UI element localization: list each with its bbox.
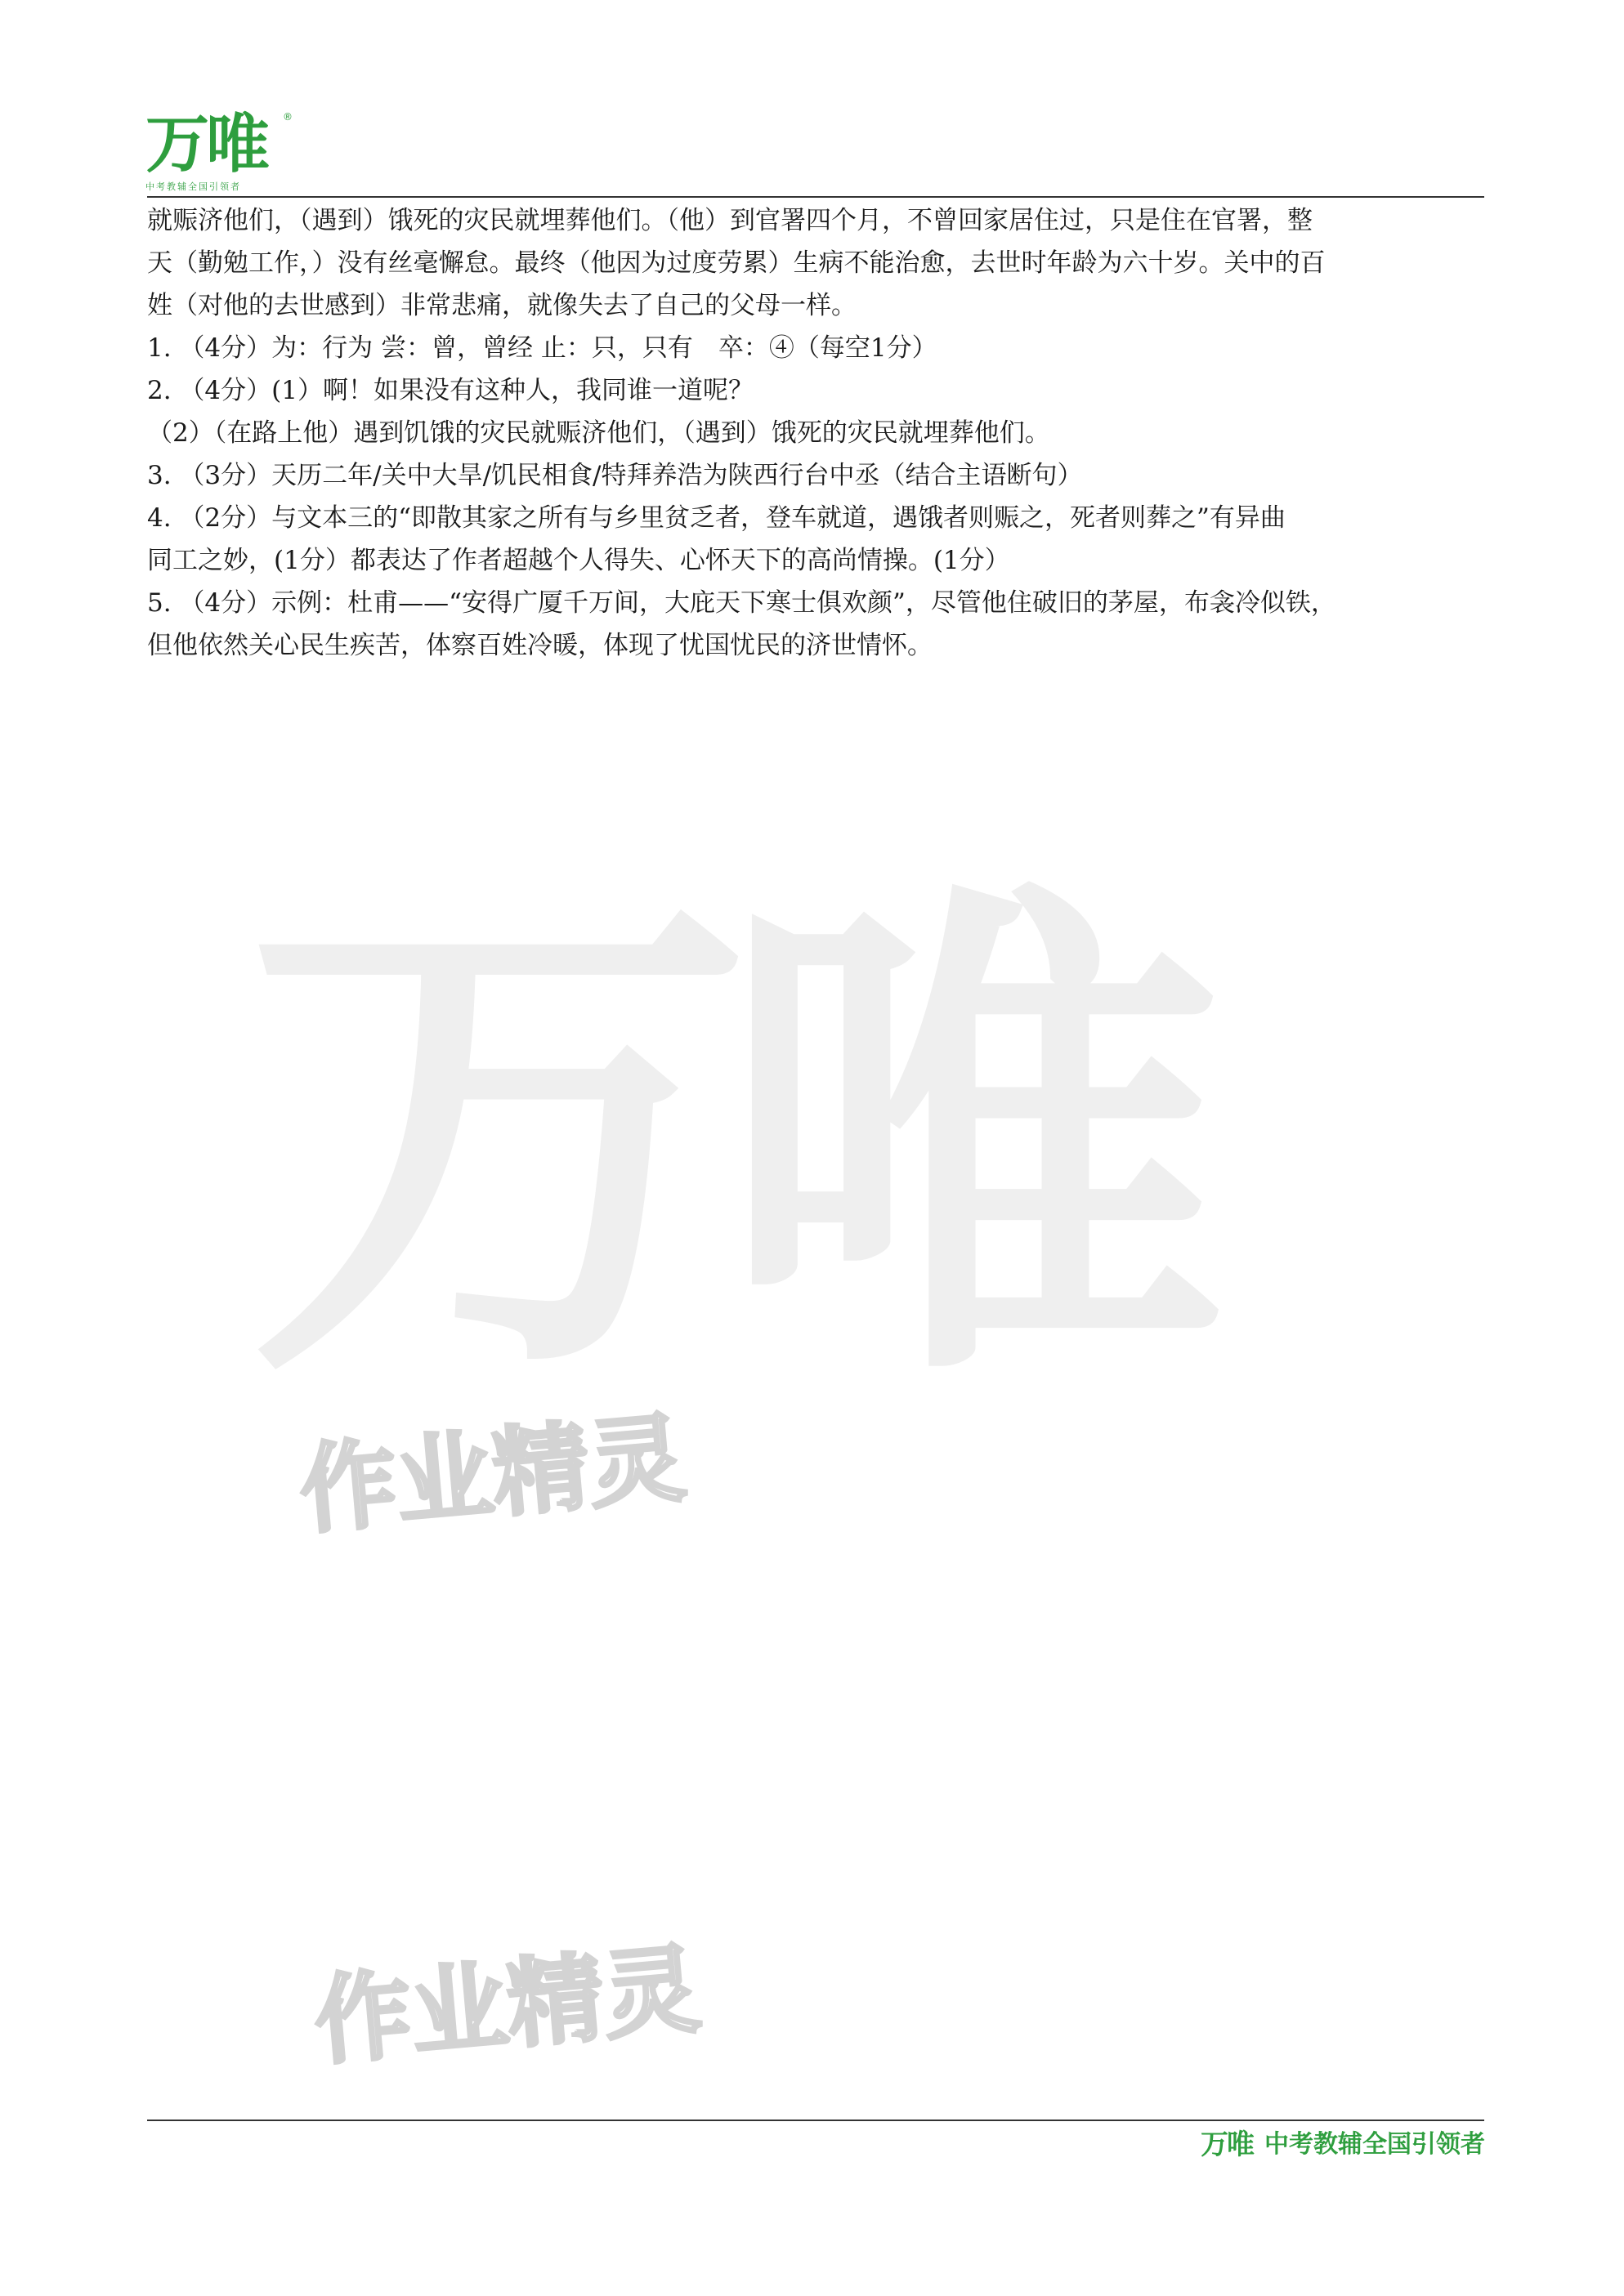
text-line: 就赈济他们，（遇到）饿死的灾民就埋葬他们。（他）到官署四个月，不曾回家居住过，只是住在官署，整 [147,206,1313,235]
logo-tagline: 中考教辅全国引领者 [145,181,241,192]
logo-mark: 万唯 [145,108,267,181]
footer-logo-mark: 万唯 [1201,2128,1253,2161]
answer-item-2: 2. （4分）(1）啊！如果没有这种人，我同谁一道呢？ [147,376,754,405]
answer-item-3: 3. （3分）天历二年/关中大旱/饥民相食/特拜养浩为陕西行台中丞（结合主语断句） [147,461,1083,490]
answer-item-5: 5. （4分）示例：杜甫——“安得广厦千万间，大庇天下寒士俱欢颜”，尽管他住破旧的茅屋，布衾冷似铁， [147,588,1336,618]
header-divider [147,196,1484,198]
answer-text [147,199,1488,667]
watermark-text: 作业精灵 [295,1400,690,1548]
registered-mark: ® [283,111,293,123]
watermark-text: 作业精灵 [310,1932,705,2079]
watermark-logo: 万唯 [245,849,1193,1438]
answer-item-5-cont: 但他依然关心民生疾苦，体察百姓冷暖，体现了忧国忧民的济世情怀。 [147,631,933,660]
brand-logo [145,108,301,193]
footer-tagline: 中考教辅全国引领者 [1264,2130,1485,2159]
text-line: 姓（对他的去世感到）非常悲痛，就像失去了自己的父母一样。 [147,291,857,320]
answer-item-4: 4. （2分）与文本三的“即散其家之所有与乡里贫乏者，登车就道，遇饿者则赈之，死者则葬之”有异曲 [147,503,1286,533]
footer-brand [1201,2124,1485,2159]
answer-item-4-cont: 同工之妙，(1分）都表达了作者超越个人得失、心怀天下的高尚情操。(1分） [147,546,1010,575]
answer-item-1: 1. （4分）为：行为 尝：曾，曾经 止：只，只有 卒：④（每空1分） [147,333,937,363]
text-line: 天（勤勉工作，）没有丝毫懈怠。最终（他因为过度劳累）生病不能治愈，去世时年龄为六十岁。关中的百 [147,248,1326,278]
answer-item-2-sub: （2）（在路上他）遇到饥饿的灾民就赈济他们，（遇到）饿死的灾民就埋葬他们。 [147,418,1050,448]
footer-divider [147,2120,1484,2121]
